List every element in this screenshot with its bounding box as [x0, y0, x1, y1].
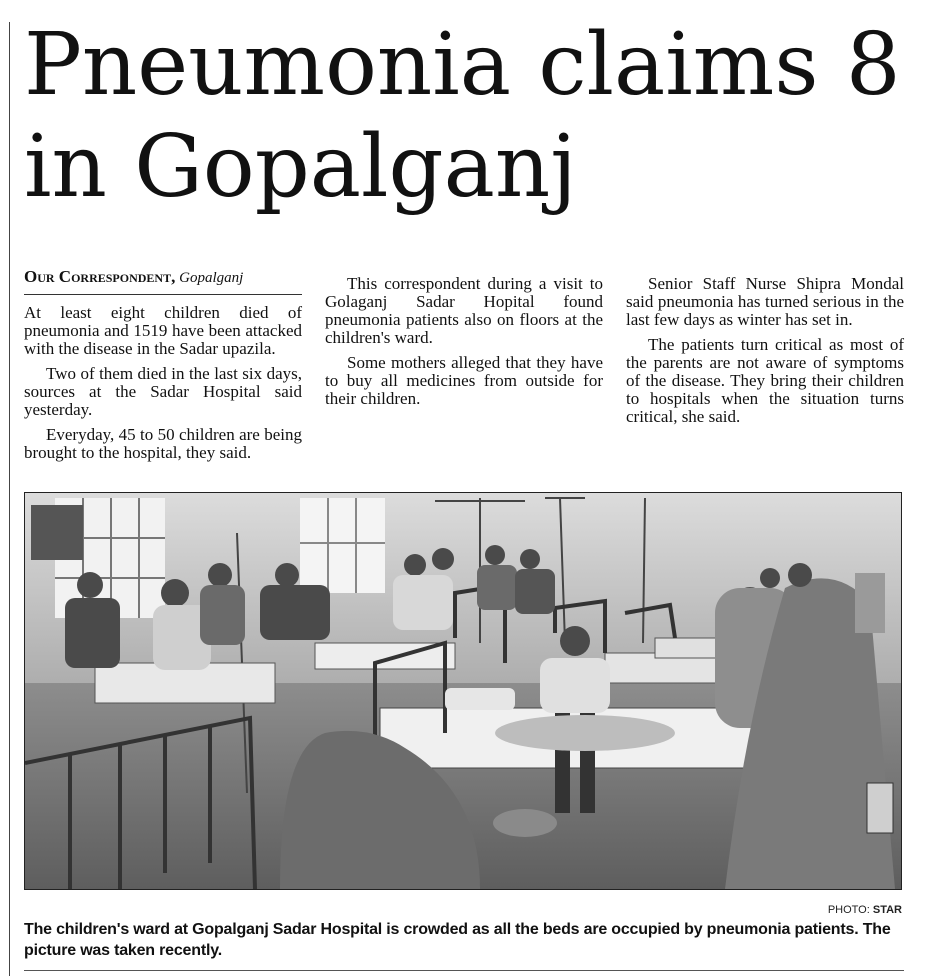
article-column-2 [325, 268, 603, 408]
photo-credit [828, 904, 902, 916]
paragraph: Some mothers alleged that they have to buy all medicines from outside for their children. [325, 353, 603, 408]
photo-credit-source: STAR [872, 904, 902, 916]
bottom-rule [24, 970, 904, 971]
column-rule-left [9, 22, 10, 976]
byline-place: Gopalganj [179, 270, 244, 286]
headline: Pneumonia claims 8 in Gopalganj [24, 15, 901, 217]
byline [24, 268, 302, 295]
news-photo [24, 492, 902, 890]
byline-correspondent: Our Correspondent, [24, 267, 176, 286]
paragraph: The patients turn critical as most of the parents are not aware of symptoms of the disease. They bring their children to hospitals when the situation turns critical, she said. [626, 335, 904, 426]
photo-credit-prefix: PHOTO: [827, 904, 870, 916]
paragraph: Two of them died in the last six days, sources at the Sadar Hospital said yesterday. [24, 364, 302, 419]
article-column-3 [626, 268, 904, 426]
paragraph: Everyday, 45 to 50 children are being brought to the hospital, they said. [24, 425, 302, 462]
paragraph: This correspondent during a visit to Golaganj Sadar Hopital found pneumonia patients also on floors at the children's ward. [325, 274, 603, 347]
paragraph: At least eight children died of pneumonia and 1519 have been attacked with the disease in the Sadar upazila. [24, 303, 302, 358]
photo-caption: The children's ward at Gopalganj Sadar Hospital is crowded as all the beds are occupied by pneumonia patients. The picture was taken recently. [24, 921, 891, 959]
hospital-ward-photo-illustration [25, 493, 901, 889]
paragraph: Senior Staff Nurse Shipra Mondal said pneumonia has turned serious in the last few days as winter has set in. [626, 274, 904, 329]
article-column-1 [24, 268, 302, 462]
